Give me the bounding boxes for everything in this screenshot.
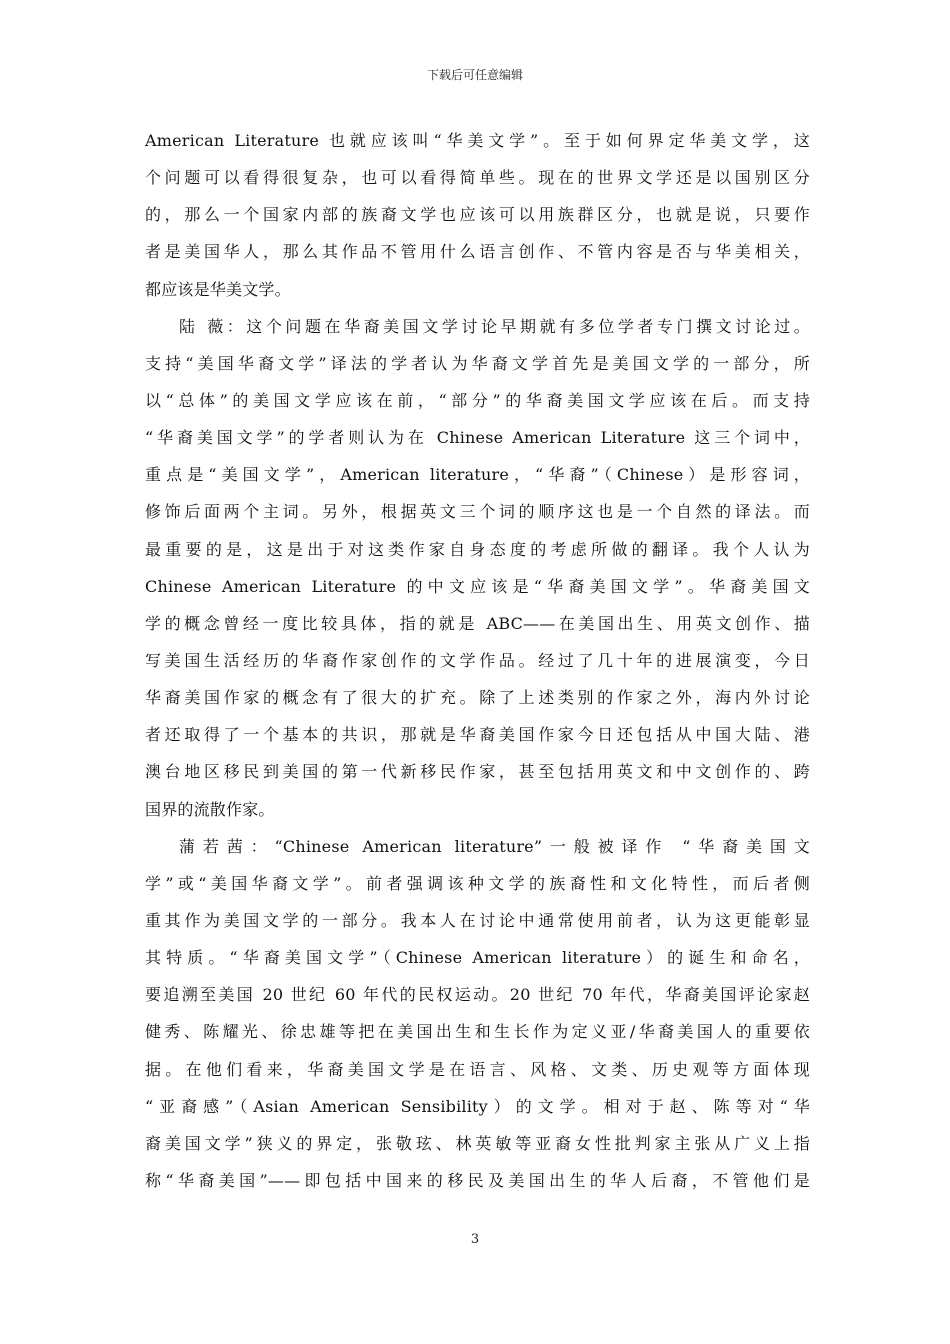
text-line: 以“总体”的美国文学应该在前，“部分”的华裔美国文学应该在后。而支持: [145, 390, 810, 410]
text-line: 裔美国文学”狭义的界定，张敬玹、林英敏等亚裔女性批判家主张从广义上指: [145, 1133, 810, 1153]
text-line: 澳台地区移民到美国的第一代新移民作家，甚至包括用英文和中文创作的、跨: [145, 762, 810, 782]
text-line: “亚裔感”（Asian American Sensibility）的文学。相对于赵、陈等对“华: [145, 1096, 810, 1116]
text-line: 最重要的是，这是出于对这类作家自身态度的考虑所做的翻译。我个人认为: [145, 539, 810, 559]
text-line: 修饰后面两个主词。另外，根据英文三个词的顺序这也是一个自然的译法。而: [145, 502, 810, 522]
text-line: 学的概念曾经一度比较具体，指的就是 ABC——在美国出生、用英文创作、描: [145, 613, 810, 633]
page-number: 3: [470, 1232, 480, 1247]
paragraph-1: [145, 122, 810, 308]
text-line: 者是美国华人，那么其作品不管用什么语言创作、不管内容是否与华美相关，: [145, 242, 810, 262]
text-line: 陆 薇：这个问题在华裔美国文学讨论早期就有多位学者专门撰文讨论过。: [179, 316, 810, 336]
text-line: 都应该是华美文学。: [145, 279, 291, 299]
text-line: 写美国生活经历的华裔作家创作的文学作品。经过了几十年的进展演变，今日: [145, 650, 810, 670]
text-line: 据。在他们看来，华裔美国文学是在语言、风格、文类、历史观等方面体现: [145, 1059, 810, 1079]
text-line: 学”或“美国华裔文学”。前者强调该种文学的族裔性和文化特性，而后者侧: [145, 873, 810, 893]
text-line: 个问题可以看得很复杂，也可以看得简单些。现在的世界文学还是以国别区分: [145, 168, 810, 188]
text-line: American Literature 也就应该叫“华美文学”。至于如何界定华美文学，这: [145, 131, 810, 150]
paragraph-2: [145, 308, 810, 828]
text-line: 其特质。“华裔美国文学”（Chinese American literature）的诞生和命名，: [145, 948, 810, 968]
text-line: 支持“美国华裔文学”译法的学者认为华裔文学首先是美国文学的一部分，所: [145, 353, 810, 373]
text-line: 重其作为美国文学的一部分。我本人在讨论中通常使用前者，认为这更能彰显: [145, 910, 810, 930]
text-line: 者还取得了一个基本的共识，那就是华裔美国作家今日还包括从中国大陆、港: [145, 725, 810, 745]
text-line: Chinese American Literature 的中文应该是“华裔美国文学”。华裔美国文: [145, 576, 810, 596]
paragraph-3: [145, 828, 810, 1199]
text-line: 称“华裔美国”——即包括中国来的移民及美国出生的华人后裔，不管他们是: [145, 1170, 810, 1190]
text-line: 健秀、陈耀光、徐忠雄等把在美国出生和生长作为定义亚/华裔美国人的重要依: [145, 1022, 810, 1042]
text-line: 华裔美国作家的概念有了很大的扩充。除了上述类别的作家之外，海内外讨论: [145, 688, 810, 708]
document-body: [145, 122, 810, 1199]
text-line: 要追溯至美国 20 世纪 60 年代的民权运动。20 世纪 70 年代，华裔美国评论家赵: [145, 985, 810, 1005]
text-line: “华裔美国文学”的学者则认为在 Chinese American Literature 这三个词中，: [145, 428, 810, 448]
text-line: 的，那么一个国家内部的族裔文学也应该可以用族群区分，也就是说，只要作: [145, 205, 810, 225]
page-header: 下载后可任意编辑: [426, 68, 523, 82]
text-line: 蒲若茜：“Chinese American literature”一般被译作 “华裔美国文: [179, 836, 810, 856]
text-line: 国界的流散作家。: [145, 799, 275, 819]
text-line: 重点是“美国文学”，American literature，“华裔”（Chinese）是形容词，: [145, 465, 810, 485]
